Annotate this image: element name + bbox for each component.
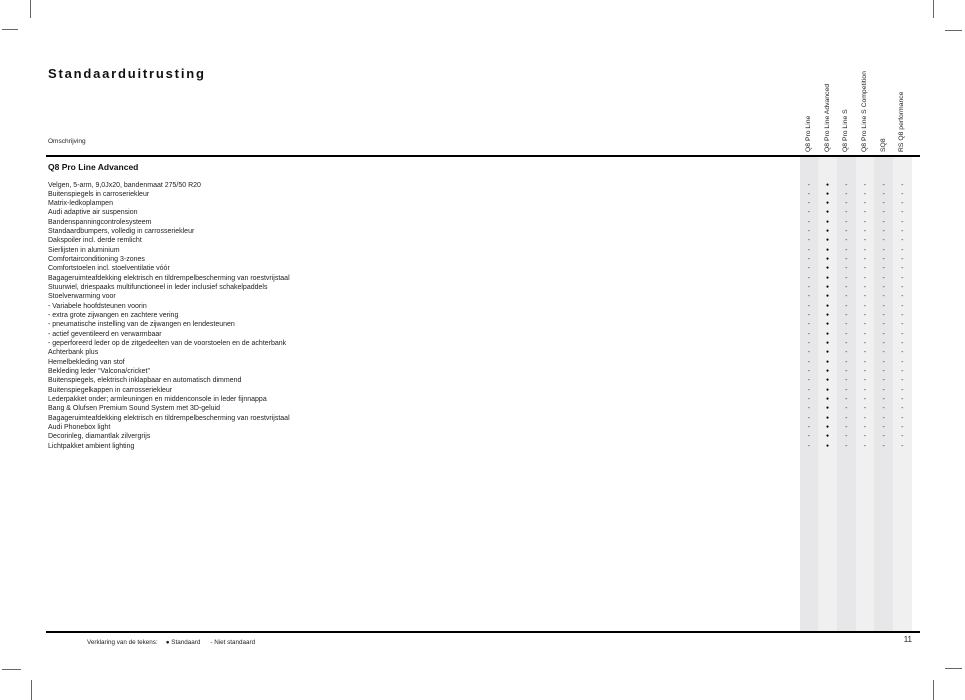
not-standard-dash: - (901, 190, 904, 198)
column-header-1: Q8 Pro Line (804, 115, 812, 152)
not-standard-dash: - (845, 386, 848, 394)
not-standard-dash: - (863, 228, 867, 236)
row-label: Bagageruimteafdekking elektrisch en tildrempelbescherming van roestvrijstaal (48, 274, 290, 282)
not-standard-dash: - (845, 349, 848, 357)
not-standard-dash: - (845, 321, 848, 329)
not-standard-dash: - (863, 433, 867, 441)
not-standard-dash: - (901, 424, 904, 432)
not-standard-dash: - (863, 368, 867, 376)
not-standard-dash: - (882, 237, 885, 245)
not-standard-dash: - (863, 414, 867, 422)
not-standard-dash: - (845, 284, 848, 292)
table-row (0, 302, 965, 311)
table-row (0, 190, 965, 199)
not-standard-dash: - (882, 414, 885, 422)
column-header-4: Q8 Pro Line S Competition (860, 71, 868, 152)
standard-dot: ● (826, 284, 830, 291)
crop-mark-top-left-horizontal (2, 29, 18, 30)
not-standard-dash: - (807, 200, 811, 208)
table-row (0, 227, 965, 236)
not-standard-dash: - (807, 330, 811, 338)
not-standard-dash: - (845, 405, 848, 413)
crop-mark-bottom-right-vertical (933, 680, 934, 700)
not-standard-dash: - (807, 368, 811, 376)
standard-dot: ● (826, 256, 830, 263)
table-row (0, 208, 965, 217)
not-standard-dash: - (863, 237, 867, 245)
not-standard-dash: - (845, 302, 848, 310)
not-standard-dash: - (901, 200, 904, 208)
not-standard-dash: - (882, 181, 885, 189)
page-title: Standaarduitrusting (48, 66, 206, 81)
standard-dot: ● (826, 302, 830, 309)
not-standard-dash: - (863, 265, 867, 273)
not-standard-dash: - (882, 368, 885, 376)
standard-dot: ● (826, 386, 830, 393)
table-row (0, 386, 965, 395)
not-standard-dash: - (882, 274, 885, 282)
not-standard-dash: - (901, 386, 904, 394)
not-standard-dash: - (863, 218, 867, 226)
table-row (0, 442, 965, 451)
not-standard-dash: - (901, 442, 904, 450)
crop-mark-top-left-vertical (30, 0, 31, 18)
not-standard-dash: - (882, 265, 885, 273)
not-standard-dash: - (807, 181, 811, 189)
not-standard-dash: - (882, 228, 885, 236)
not-standard-dash: - (882, 200, 885, 208)
not-standard-dash: - (901, 358, 904, 366)
row-label: Buitenspiegels, elektrisch inklapbaar en automatisch dimmend (48, 377, 242, 385)
not-standard-dash: - (863, 293, 867, 301)
not-standard-dash: - (807, 424, 811, 432)
crop-mark-top-right-vertical (933, 0, 934, 18)
standard-dot: ● (826, 218, 830, 225)
not-standard-dash: - (882, 246, 885, 254)
not-standard-dash: - (807, 396, 811, 404)
not-standard-dash: - (901, 414, 904, 422)
not-standard-dash: - (845, 293, 848, 301)
not-standard-dash: - (807, 349, 811, 357)
not-standard-dash: - (845, 340, 848, 348)
standard-dot: ● (826, 368, 830, 375)
description-column-header: Omschrijving (48, 138, 86, 145)
not-standard-dash: - (901, 349, 904, 357)
row-label: - geperforeerd leder op de zitgedeelten van de voorstoelen en de achterbank (48, 340, 287, 348)
not-standard-dash: - (807, 293, 811, 301)
not-standard-dash: - (845, 228, 848, 236)
not-standard-dash: - (863, 246, 867, 254)
not-standard-dash: - (882, 405, 885, 413)
not-standard-dash: - (882, 284, 885, 292)
standard-dot: ● (826, 200, 830, 207)
row-label: Audi Phonebox light (48, 424, 111, 432)
legend-label: Verklaring van de tekens: (87, 639, 158, 646)
table-row (0, 330, 965, 339)
standard-dot: ● (826, 442, 830, 449)
standard-dot: ● (826, 330, 830, 337)
standard-dot: ● (826, 265, 830, 272)
row-label: Buitenspiegels in carroseriekleur (48, 190, 150, 198)
column-header-5: SQ8 (879, 138, 887, 152)
not-standard-dash: - (901, 405, 904, 413)
table-row (0, 404, 965, 413)
crop-mark-top-right-horizontal (945, 30, 962, 31)
row-label: Lichtpakket ambient lighting (48, 442, 135, 450)
standard-dot: ● (826, 181, 830, 188)
not-standard-dash: - (807, 405, 811, 413)
not-standard-dash: - (901, 209, 904, 217)
not-standard-dash: - (845, 330, 848, 338)
not-standard-dash: - (901, 368, 904, 376)
row-label: Decorinleg, diamantlak zilvergrijs (48, 433, 151, 441)
not-standard-dash: - (901, 246, 904, 254)
not-standard-dash: - (845, 246, 848, 254)
not-standard-dash: - (845, 358, 848, 366)
table-row (0, 246, 965, 255)
table-row (0, 181, 965, 190)
not-standard-dash: - (807, 377, 811, 385)
standard-dot: ● (826, 414, 830, 421)
not-standard-dash: - (901, 433, 904, 441)
row-label: Stuurwiel, driespaaks multifunctioneel in leder inclusief schakelpaddels (48, 284, 268, 292)
not-standard-dash: - (845, 442, 848, 450)
table-row (0, 348, 965, 357)
crop-mark-bottom-left-horizontal (2, 669, 21, 670)
table-row (0, 264, 965, 273)
table-row (0, 423, 965, 432)
table-row (0, 236, 965, 245)
not-standard-dash: - (901, 256, 904, 264)
not-standard-dash: - (901, 181, 904, 189)
row-label: Matrix-ledkoplampen (48, 200, 113, 208)
not-standard-dash: - (882, 218, 885, 226)
not-standard-dash: - (882, 442, 885, 450)
table-row (0, 283, 965, 292)
not-standard-dash: - (845, 256, 848, 264)
not-standard-dash: - (863, 386, 867, 394)
not-standard-dash: - (863, 181, 867, 189)
not-standard-dash: - (807, 312, 811, 320)
crop-mark-bottom-left-vertical (31, 680, 32, 700)
not-standard-dash: - (863, 284, 867, 292)
not-standard-dash: - (901, 377, 904, 385)
table-row (0, 320, 965, 329)
not-standard-dash: - (901, 302, 904, 310)
not-standard-dash: - (807, 228, 811, 236)
not-standard-dash: - (863, 274, 867, 282)
row-label: Bagageruimteafdekking elektrisch en tildrempelbescherming van roestvrijstaal (48, 414, 290, 422)
not-standard-dash: - (845, 274, 848, 282)
not-standard-dash: - (901, 321, 904, 329)
legend (87, 639, 255, 646)
not-standard-dash: - (863, 442, 867, 450)
not-standard-dash: - (807, 358, 811, 366)
not-standard-dash: - (882, 293, 885, 301)
not-standard-dash: - (807, 302, 811, 310)
row-label: Bekleding leder “Valcona/cricket” (48, 368, 150, 376)
not-standard-dash: - (863, 349, 867, 357)
not-standard-dash: - (845, 414, 848, 422)
row-label: Achterbank plus (48, 349, 99, 357)
row-label: Comfortairconditioning 3-zones (48, 256, 145, 264)
not-standard-dash: - (863, 340, 867, 348)
not-standard-dash: - (845, 433, 848, 441)
standard-dot: ● (826, 396, 830, 403)
not-standard-dash: - (863, 424, 867, 432)
standard-dot: ● (826, 293, 830, 300)
table-row (0, 255, 965, 264)
not-standard-dash: - (807, 386, 811, 394)
table-row (0, 199, 965, 208)
standard-dot: ● (826, 424, 830, 431)
standard-dot: ● (826, 358, 830, 365)
not-standard-dash: - (901, 274, 904, 282)
row-label: - pneumatische instelling van de zijwangen en lendesteunen (48, 321, 235, 329)
row-label: Bandenspanningcontrolesysteem (48, 218, 152, 226)
not-standard-dash: - (882, 209, 885, 217)
standard-dot: ● (826, 312, 830, 319)
not-standard-dash: - (863, 256, 867, 264)
not-standard-dash: - (882, 424, 885, 432)
not-standard-dash: - (807, 414, 811, 422)
standard-dot: ● (826, 405, 830, 412)
not-standard-dash: - (882, 396, 885, 404)
not-standard-dash: - (807, 321, 811, 329)
not-standard-dash: - (807, 442, 811, 450)
not-standard-dash: - (863, 302, 867, 310)
table-row (0, 339, 965, 348)
not-standard-dash: - (882, 256, 885, 264)
not-standard-dash: - (863, 312, 867, 320)
column-header-3: Q8 Pro Line S (842, 109, 850, 152)
row-label: - extra grote zijwangen en zachtere vering (48, 312, 179, 320)
not-standard-dash: - (901, 228, 904, 236)
page-number: 11 (903, 635, 912, 644)
not-standard-dash: - (882, 321, 885, 329)
not-standard-dash: - (807, 209, 811, 217)
not-standard-dash: - (882, 377, 885, 385)
row-label: - Variabele hoofdsteunen voorin (48, 302, 147, 310)
not-standard-dash: - (807, 190, 811, 198)
not-standard-dash: - (901, 330, 904, 338)
column-header-6: RS Q8 performance (898, 91, 906, 152)
crop-mark-bottom-right-horizontal (945, 668, 962, 669)
not-standard-dash: - (901, 218, 904, 226)
not-standard-dash: - (863, 330, 867, 338)
standard-dot: ● (826, 190, 830, 197)
not-standard-dash: - (807, 237, 811, 245)
not-standard-dash: - (901, 396, 904, 404)
row-label: Lederpakket onder; armleuningen en middenconsole in leder fijnnappa (48, 396, 267, 404)
not-standard-dash: - (882, 386, 885, 394)
table-row (0, 395, 965, 404)
table-row (0, 274, 965, 283)
not-standard-dash: - (807, 433, 811, 441)
standard-dot: ● (826, 377, 830, 384)
section-title: Q8 Pro Line Advanced (48, 162, 139, 172)
not-standard-dash: - (863, 321, 867, 329)
not-standard-dash: - (807, 218, 811, 226)
standard-dot: ● (826, 340, 830, 347)
not-standard-dash: - (845, 396, 848, 404)
not-standard-dash: - (863, 190, 867, 198)
not-standard-dash: - (882, 340, 885, 348)
not-standard-dash: - (807, 284, 811, 292)
row-label: Bang & Olufsen Premium Sound System met 3D-geluid (48, 405, 220, 413)
table-row (0, 292, 965, 301)
standard-dot: ● (826, 321, 830, 328)
row-label: Audi adaptive air suspension (48, 209, 138, 217)
standard-dot: ● (826, 433, 830, 440)
standard-dot: ● (826, 349, 830, 356)
not-standard-dash: - (863, 377, 867, 385)
row-label: Velgen, 5-arm, 9,0Jx20, bandenmaat 275/50 R20 (48, 181, 201, 189)
standard-dot: ● (826, 237, 830, 244)
row-label: Hemelbekleding van stof (48, 358, 125, 366)
not-standard-dash: - (882, 190, 885, 198)
legend-not-standard: - Niet standaard (210, 639, 256, 646)
standard-dot: ● (826, 246, 830, 253)
not-standard-dash: - (845, 181, 848, 189)
not-standard-dash: - (807, 256, 811, 264)
table-row (0, 432, 965, 441)
row-label: - actief geventileerd en verwarmbaar (48, 330, 162, 338)
not-standard-dash: - (863, 405, 867, 413)
legend-standard: ● Standaard (165, 639, 201, 646)
standard-dot: ● (826, 209, 830, 216)
not-standard-dash: - (845, 312, 848, 320)
not-standard-dash: - (845, 265, 848, 273)
not-standard-dash: - (901, 284, 904, 292)
row-label: Comfortstoelen incl. stoelventilatie vóór (48, 265, 170, 273)
not-standard-dash: - (901, 237, 904, 245)
not-standard-dash: - (845, 209, 848, 217)
not-standard-dash: - (882, 433, 885, 441)
column-header-2: Q8 Pro Line Advanced (823, 83, 831, 152)
not-standard-dash: - (901, 340, 904, 348)
standard-dot: ● (826, 274, 830, 281)
not-standard-dash: - (863, 358, 867, 366)
not-standard-dash: - (845, 237, 848, 245)
not-standard-dash: - (807, 265, 811, 273)
not-standard-dash: - (882, 330, 885, 338)
not-standard-dash: - (845, 368, 848, 376)
not-standard-dash: - (807, 246, 811, 254)
not-standard-dash: - (845, 218, 848, 226)
not-standard-dash: - (901, 293, 904, 301)
not-standard-dash: - (863, 396, 867, 404)
not-standard-dash: - (863, 209, 867, 217)
table-row (0, 218, 965, 227)
table-row (0, 367, 965, 376)
not-standard-dash: - (807, 274, 811, 282)
not-standard-dash: - (845, 190, 848, 198)
not-standard-dash: - (845, 424, 848, 432)
standard-dot: ● (826, 228, 830, 235)
table-header-divider (46, 155, 920, 157)
not-standard-dash: - (882, 312, 885, 320)
table-row (0, 358, 965, 367)
not-standard-dash: - (882, 302, 885, 310)
not-standard-dash: - (882, 358, 885, 366)
table-row (0, 311, 965, 320)
row-label: Standaardbumpers, volledig in carrosseriekleur (48, 228, 195, 236)
not-standard-dash: - (845, 200, 848, 208)
not-standard-dash: - (901, 265, 904, 273)
row-label: Stoelverwarming voor (48, 293, 116, 301)
not-standard-dash: - (807, 340, 811, 348)
not-standard-dash: - (863, 200, 867, 208)
row-label: Sierlijsten in aluminium (48, 246, 120, 254)
not-standard-dash: - (845, 377, 848, 385)
footer-divider (46, 631, 920, 633)
table-row (0, 376, 965, 385)
row-label: Buitenspiegelkappen in carrosseriekleur (48, 386, 173, 394)
row-label: Dakspoiler incl. derde remlicht (48, 237, 142, 245)
not-standard-dash: - (882, 349, 885, 357)
not-standard-dash: - (901, 312, 904, 320)
table-row (0, 414, 965, 423)
